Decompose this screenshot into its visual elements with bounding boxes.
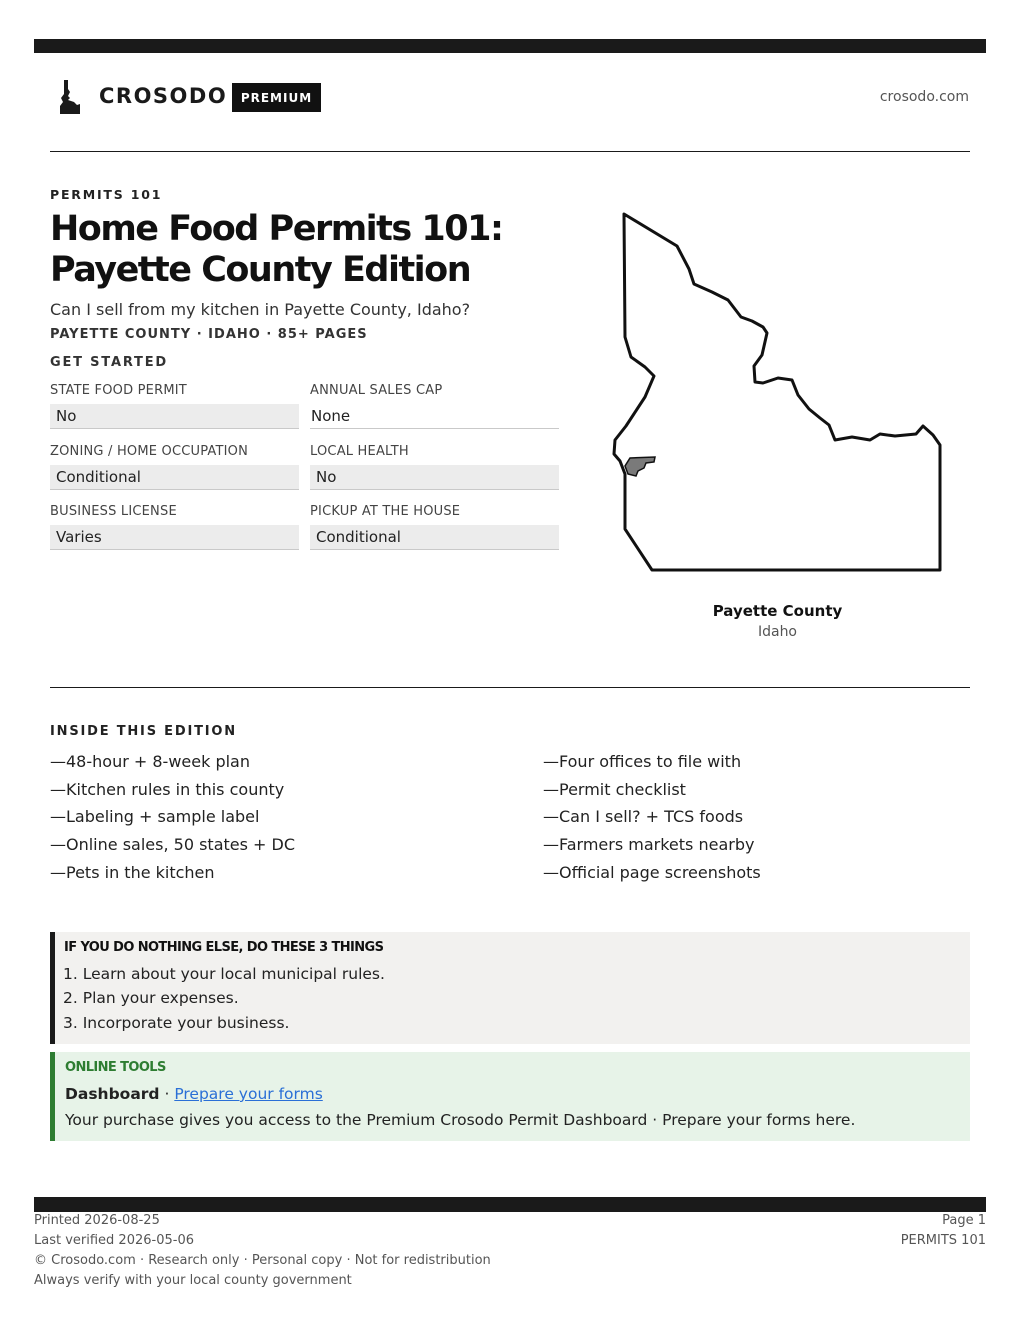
field-value: Varies xyxy=(50,525,299,550)
top-bar xyxy=(34,39,986,53)
field-local-health xyxy=(310,444,559,490)
toc-item: —Kitchen rules in this county xyxy=(50,780,285,799)
edition-meta: PAYETTE COUNTY · IDAHO · 85+ PAGES xyxy=(50,327,368,342)
online-tools-heading: ONLINE TOOLS xyxy=(65,1060,166,1075)
field-value: Conditional xyxy=(310,525,559,550)
idaho-county-map xyxy=(605,205,950,580)
idaho-state-silhouette-icon xyxy=(58,80,82,114)
callout-item: 2. Plan your expenses. xyxy=(63,989,239,1007)
top-three-callout xyxy=(50,932,970,1044)
verification-disclaimer: Always verify with your local county government xyxy=(34,1273,352,1288)
page-subtitle: Can I sell from my kitchen in Payette County, Idaho? xyxy=(50,300,471,319)
inside-edition-heading: INSIDE THIS EDITION xyxy=(50,724,237,739)
separator: · xyxy=(159,1085,175,1103)
page-number: Page 1 xyxy=(942,1213,986,1228)
toc-item: —Permit checklist xyxy=(543,780,686,799)
field-label: STATE FOOD PERMIT xyxy=(50,383,187,398)
field-label: LOCAL HEALTH xyxy=(310,444,409,459)
field-value: No xyxy=(310,465,559,490)
field-business-license xyxy=(50,504,299,550)
idaho-state-outline xyxy=(614,214,940,570)
last-verified-date: Last verified 2026-05-06 xyxy=(34,1233,194,1248)
printed-date: Printed 2026-08-25 xyxy=(34,1213,160,1228)
section-kicker: PERMITS 101 xyxy=(50,187,163,202)
online-tools-box xyxy=(50,1052,970,1141)
dashboard-label: Dashboard xyxy=(65,1085,160,1103)
dashboard-description: Your purchase gives you access to the Premium Crosodo Permit Dashboard · Prepare your forms here. xyxy=(65,1111,856,1129)
header-divider xyxy=(50,151,970,152)
field-label: PICKUP AT THE HOUSE xyxy=(310,504,461,519)
toc-item: —Can I sell? + TCS foods xyxy=(543,807,744,826)
field-label: ZONING / HOME OCCUPATION xyxy=(50,444,249,459)
field-zoning-home-occupation xyxy=(50,444,299,490)
premium-badge: PREMIUM xyxy=(232,83,321,112)
toc-item: —Official page screenshots xyxy=(543,863,761,882)
brand-name: CROSODO xyxy=(99,84,228,108)
copyright-notice: © Crosodo.com · Research only · Personal copy · Not for redistribution xyxy=(34,1253,491,1268)
toc-item: —Pets in the kitchen xyxy=(50,863,215,882)
toc-item: —Farmers markets nearby xyxy=(543,835,755,854)
callout-item: 3. Incorporate your business. xyxy=(63,1014,290,1032)
payette-county-highlight xyxy=(625,457,655,476)
toc-item: —Four offices to file with xyxy=(543,752,742,771)
field-value: None xyxy=(310,404,559,429)
map-state-name: Idaho xyxy=(757,624,798,640)
field-value: Conditional xyxy=(50,465,299,490)
map-county-name: Payette County xyxy=(712,602,843,620)
toc-item: —48-hour + 8-week plan xyxy=(50,752,250,771)
bottom-bar xyxy=(34,1197,986,1212)
get-started-heading: GET STARTED xyxy=(50,355,168,370)
field-value: No xyxy=(50,404,299,429)
toc-item: —Labeling + sample label xyxy=(50,807,260,826)
page-title: Home Food Permits 101: Payette County Edition xyxy=(50,209,503,290)
field-pickup-at-the-house xyxy=(310,504,559,550)
field-annual-sales-cap xyxy=(310,383,559,429)
callout-item: 1. Learn about your local municipal rules. xyxy=(63,965,385,983)
footer-section-name: PERMITS 101 xyxy=(900,1233,986,1248)
section-divider xyxy=(50,687,970,688)
site-url[interactable]: crosodo.com xyxy=(879,89,969,105)
field-label: ANNUAL SALES CAP xyxy=(310,383,443,398)
prepare-forms-link[interactable]: Prepare your forms xyxy=(174,1085,323,1103)
field-state-food-permit xyxy=(50,383,299,429)
dashboard-line xyxy=(65,1085,323,1103)
field-label: BUSINESS LICENSE xyxy=(50,504,177,519)
toc-item: —Online sales, 50 states + DC xyxy=(50,835,296,854)
callout-heading: IF YOU DO NOTHING ELSE, DO THESE 3 THINGS xyxy=(64,940,384,955)
